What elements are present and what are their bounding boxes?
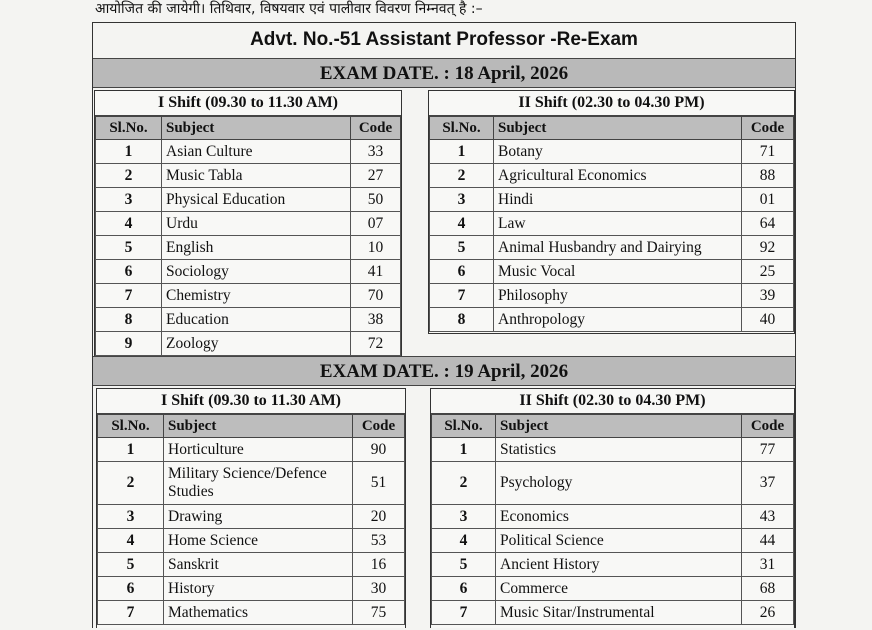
sl-cell: 7: [96, 284, 162, 308]
code-cell: 27: [351, 164, 401, 188]
sl-cell: 6: [430, 260, 494, 284]
sl-cell: 4: [432, 529, 496, 553]
code-cell: 39: [742, 284, 794, 308]
table-row: [96, 164, 401, 188]
header-code: Code: [742, 117, 794, 140]
sl-cell: 2: [98, 462, 164, 505]
header-sl: Sl.No.: [432, 415, 496, 438]
table-row: [432, 601, 794, 625]
shift-table-day2-shift2: [430, 388, 795, 628]
table-row: [430, 164, 794, 188]
sl-cell: 4: [96, 212, 162, 236]
header-code: Code: [742, 415, 794, 438]
code-cell: 43: [742, 505, 794, 529]
sl-cell: 4: [430, 212, 494, 236]
sl-cell: 2: [432, 462, 496, 505]
subject-cell: Military Science/Defence Studies: [164, 462, 353, 505]
table-row: [432, 438, 794, 462]
table-row: [96, 308, 401, 332]
code-cell: 90: [353, 438, 405, 462]
code-cell: 68: [742, 577, 794, 601]
code-cell: 10: [351, 236, 401, 260]
code-cell: 38: [351, 308, 401, 332]
subject-cell: Home Science: [164, 529, 353, 553]
shift-table-day1-shift2: [428, 90, 795, 334]
sl-cell: 9: [96, 332, 162, 356]
shift-title: II Shift (02.30 to 04.30 PM): [429, 91, 794, 116]
code-cell: 30: [353, 577, 405, 601]
subject-cell: Music Tabla: [162, 164, 351, 188]
subject-cell: History: [164, 577, 353, 601]
subject-cell: Urdu: [162, 212, 351, 236]
table-row: [98, 553, 405, 577]
subject-cell: Sociology: [162, 260, 351, 284]
header-sl: Sl.No.: [430, 117, 494, 140]
code-cell: 64: [742, 212, 794, 236]
shift-table-day2-shift1: [96, 388, 406, 628]
subject-cell: Political Science: [496, 529, 742, 553]
code-cell: 31: [742, 553, 794, 577]
table-row: [98, 529, 405, 553]
sl-cell: 5: [96, 236, 162, 260]
table-row: [98, 505, 405, 529]
table-row: [96, 212, 401, 236]
subject-cell: Hindi: [494, 188, 742, 212]
table-row: [98, 438, 405, 462]
subject-cell: Botany: [494, 140, 742, 164]
code-cell: 71: [742, 140, 794, 164]
header-code: Code: [353, 415, 405, 438]
sl-cell: 1: [96, 140, 162, 164]
subject-table: [95, 116, 401, 356]
sl-cell: 8: [430, 308, 494, 332]
subject-cell: Economics: [496, 505, 742, 529]
code-cell: 25: [742, 260, 794, 284]
code-cell: 77: [742, 438, 794, 462]
code-cell: 92: [742, 236, 794, 260]
subject-cell: Commerce: [496, 577, 742, 601]
intro-text: आयोजित की जायेगी। तिथिवार, विषयवार एवं पालीवार विवरण निम्नवत् है :–: [95, 1, 483, 17]
code-cell: 44: [742, 529, 794, 553]
shift-title: I Shift (09.30 to 11.30 AM): [97, 389, 405, 414]
subject-cell: Mathematics: [164, 601, 353, 625]
code-cell: 75: [353, 601, 405, 625]
header-sl: Sl.No.: [98, 415, 164, 438]
header-subject: Subject: [494, 117, 742, 140]
exam-date-banner-day2: EXAM DATE. : 19 April, 2026: [93, 356, 795, 386]
sl-cell: 6: [96, 260, 162, 284]
sl-cell: 1: [98, 438, 164, 462]
subject-cell: Animal Husbandry and Dairying: [494, 236, 742, 260]
sl-cell: 2: [96, 164, 162, 188]
subject-cell: Philosophy: [494, 284, 742, 308]
subject-cell: Law: [494, 212, 742, 236]
subject-cell: Ancient History: [496, 553, 742, 577]
table-row: [98, 577, 405, 601]
sl-cell: 6: [98, 577, 164, 601]
table-row: [430, 308, 794, 332]
table-row: [432, 505, 794, 529]
sl-cell: 5: [432, 553, 496, 577]
header-sl: Sl.No.: [96, 117, 162, 140]
table-row: [98, 462, 405, 505]
table-row: [96, 140, 401, 164]
code-cell: 88: [742, 164, 794, 188]
code-cell: 33: [351, 140, 401, 164]
code-cell: 41: [351, 260, 401, 284]
sl-cell: 7: [432, 601, 496, 625]
sl-cell: 4: [98, 529, 164, 553]
sl-cell: 1: [430, 140, 494, 164]
code-cell: 70: [351, 284, 401, 308]
sl-cell: 7: [430, 284, 494, 308]
subject-cell: Anthropology: [494, 308, 742, 332]
subject-cell: Sanskrit: [164, 553, 353, 577]
table-row: [96, 188, 401, 212]
table-row: [96, 332, 401, 356]
sl-cell: 1: [432, 438, 496, 462]
subject-cell: Agricultural Economics: [494, 164, 742, 188]
code-cell: 53: [353, 529, 405, 553]
code-cell: 16: [353, 553, 405, 577]
code-cell: 51: [353, 462, 405, 505]
header-code: Code: [351, 117, 401, 140]
code-cell: 50: [351, 188, 401, 212]
code-cell: 01: [742, 188, 794, 212]
subject-cell: Chemistry: [162, 284, 351, 308]
sl-cell: 8: [96, 308, 162, 332]
table-row: [96, 260, 401, 284]
subject-table: [431, 414, 794, 625]
subject-cell: Horticulture: [164, 438, 353, 462]
table-row: [430, 284, 794, 308]
table-row: [96, 236, 401, 260]
table-row: [430, 188, 794, 212]
subject-cell: English: [162, 236, 351, 260]
sl-cell: 3: [430, 188, 494, 212]
subject-cell: Music Vocal: [494, 260, 742, 284]
shift-title: II Shift (02.30 to 04.30 PM): [431, 389, 794, 414]
table-row: [432, 462, 794, 505]
code-cell: 07: [351, 212, 401, 236]
header-subject: Subject: [496, 415, 742, 438]
subject-cell: Psychology: [496, 462, 742, 505]
table-row: [430, 260, 794, 284]
sl-cell: 3: [98, 505, 164, 529]
subject-cell: Drawing: [164, 505, 353, 529]
subject-table: [97, 414, 405, 625]
code-cell: 37: [742, 462, 794, 505]
table-row: [432, 529, 794, 553]
subject-cell: Physical Education: [162, 188, 351, 212]
code-cell: 26: [742, 601, 794, 625]
sl-cell: 5: [98, 553, 164, 577]
header-subject: Subject: [162, 117, 351, 140]
table-row: [96, 284, 401, 308]
code-cell: 72: [351, 332, 401, 356]
shift-table-day1-shift1: [94, 90, 402, 358]
subject-table: [429, 116, 794, 332]
sl-cell: 6: [432, 577, 496, 601]
code-cell: 20: [353, 505, 405, 529]
table-row: [432, 553, 794, 577]
subject-cell: Zoology: [162, 332, 351, 356]
subject-cell: Music Sitar/Instrumental: [496, 601, 742, 625]
table-row: [430, 236, 794, 260]
code-cell: 40: [742, 308, 794, 332]
subject-cell: Education: [162, 308, 351, 332]
sl-cell: 3: [432, 505, 496, 529]
table-row: [430, 212, 794, 236]
shift-title: I Shift (09.30 to 11.30 AM): [95, 91, 401, 116]
table-row: [98, 601, 405, 625]
advt-title: Advt. No.-51 Assistant Professor -Re-Exam: [250, 29, 638, 50]
subject-cell: Statistics: [496, 438, 742, 462]
exam-date-banner-day1: EXAM DATE. : 18 April, 2026: [93, 58, 795, 88]
header-subject: Subject: [164, 415, 353, 438]
sl-cell: 7: [98, 601, 164, 625]
sl-cell: 2: [430, 164, 494, 188]
table-row: [432, 577, 794, 601]
table-row: [430, 140, 794, 164]
subject-cell: Asian Culture: [162, 140, 351, 164]
sl-cell: 5: [430, 236, 494, 260]
sl-cell: 3: [96, 188, 162, 212]
